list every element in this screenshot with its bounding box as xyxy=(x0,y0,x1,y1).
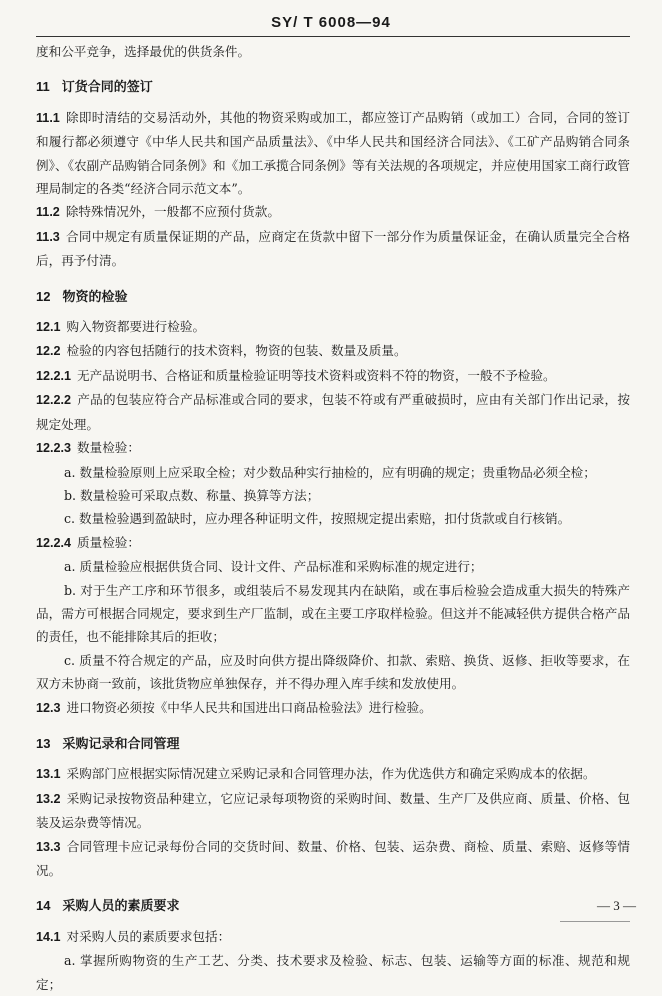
clause-12-2-3-c: c. 数量检验遇到盈缺时，应办理各种证明文件，按照规定提出索赔，扣付货款或自行核销。 xyxy=(64,511,571,527)
clause-11-2: 11.2 除特殊情况外，一般都不应预付货款。 xyxy=(36,204,280,220)
section-13-heading: 13 采购记录和合同管理 xyxy=(36,735,180,752)
clause-12-2-3: 12.2.3 数量检验： xyxy=(36,440,140,456)
intro-line: 度和公平竞争，选择最优的供货条件。 xyxy=(36,44,251,59)
header-rule xyxy=(36,36,630,37)
clause-14-1-a: a. 掌握所购物资的生产工艺、分类、技术要求及检验、标志、包装、运输等方面的标准、规范和规定； xyxy=(36,953,630,992)
section-14-heading: 14 采购人员的素质要求 xyxy=(36,898,180,915)
clause-11-1: 11.1 除即时清结的交易活动外，其他的物资采购或加工，都应签订产品购销（或加工）合同，合同的签订和履行都必须遵守《中华人民共和国产品质量法》、《中华人民共和国经济合同法》、《工矿产品购销合同条例》、《农副产品购销合同条例》和《加工承揽合同条例》等有关法规的各项规定，并应使用国家工商行政管理局制定的各类“经济合同示范文本”。 xyxy=(36,109,630,197)
clause-12-2-4: 12.2.4 质量检验： xyxy=(36,534,140,550)
clause-12-2: 12.2 检验的内容包括随行的技术资料，物资的包装、数量及质量。 xyxy=(36,343,407,359)
clause-12-2-1: 12.2.1 无产品说明书、合格证和质量检验证明等技术资料或资料不符的物资，一般不予检验。 xyxy=(36,367,556,383)
clause-12-2-4-c: c. 质量不符合规定的产品，应及时向供方提出降级降价、扣款、索赔、换货、返修、拒收等要求，在双方未协商一致前，该批货物应单独保存，并不得办理入库手续和发放使用。 xyxy=(36,652,630,692)
doc-code-header: SY/ T 6008—94 xyxy=(271,14,391,31)
clause-13-2: 13.2 采购记录按物资品种建立，它应记录每项物资的采购时间、数量、生产厂及供应商、质量、价格、包装及运杂费等情况。 xyxy=(36,790,630,831)
clause-12-3: 12.3 进口物资必须按《中华人民共和国进出口商品检验法》进行检验。 xyxy=(36,699,432,715)
footer-rule xyxy=(560,921,630,922)
section-11-heading: 11 订货合同的签订 xyxy=(36,79,153,96)
clause-12-2-3-b: b. 数量检验可采取点数、称量、换算等方法； xyxy=(64,487,320,503)
clause-14-1: 14.1 对采购人员的素质要求包括： xyxy=(36,928,231,944)
clause-12-2-3-a: a. 数量检验原则上应采取全检；对少数品种实行抽检的，应有明确的规定；贵重物品必须全检； xyxy=(64,464,596,480)
page-number: — 3 — xyxy=(597,898,636,913)
clause-12-2-4-b: b. 对于生产工序和环节很多，或组装后不易发现其内在缺陷，或在事后检验会造成重大损失的特殊产品，需方可根据合同规定，要求到生产厂监制，或在主要工序取样检验。但这并不能减轻供方提供合格产品的责任，也不能排除其后的拒收； xyxy=(36,582,630,645)
clause-13-1: 13.1 采购部门应根据实际情况建立采购记录和合同管理办法，作为优选供方和确定采购成本的依据。 xyxy=(36,766,596,782)
section-12-heading: 12 物资的检验 xyxy=(36,288,128,305)
clause-12-2-4-a: a. 质量检验应根据供货合同、设计文件、产品标准和采购标准的规定进行； xyxy=(64,559,483,575)
clause-12-1: 12.1 购入物资都要进行检验。 xyxy=(36,319,206,335)
clause-12-2-2: 12.2.2 产品的包装应符合产品标准或合同的要求，包装不符或有严重破损时，应由有关部门作出记录，按规定处理。 xyxy=(36,392,630,432)
document-body xyxy=(36,40,630,996)
clause-13-3: 13.3 合同管理卡应记录每份合同的交货时间、数量、价格、包装、运杂费、商检、质量、索赔、返修等情况。 xyxy=(36,838,630,878)
clause-11-3: 11.3 合同中规定有质量保证期的产品，应商定在货款中留下一部分作为质量保证金，在确认质量完全合格后，再予付清。 xyxy=(36,228,630,269)
